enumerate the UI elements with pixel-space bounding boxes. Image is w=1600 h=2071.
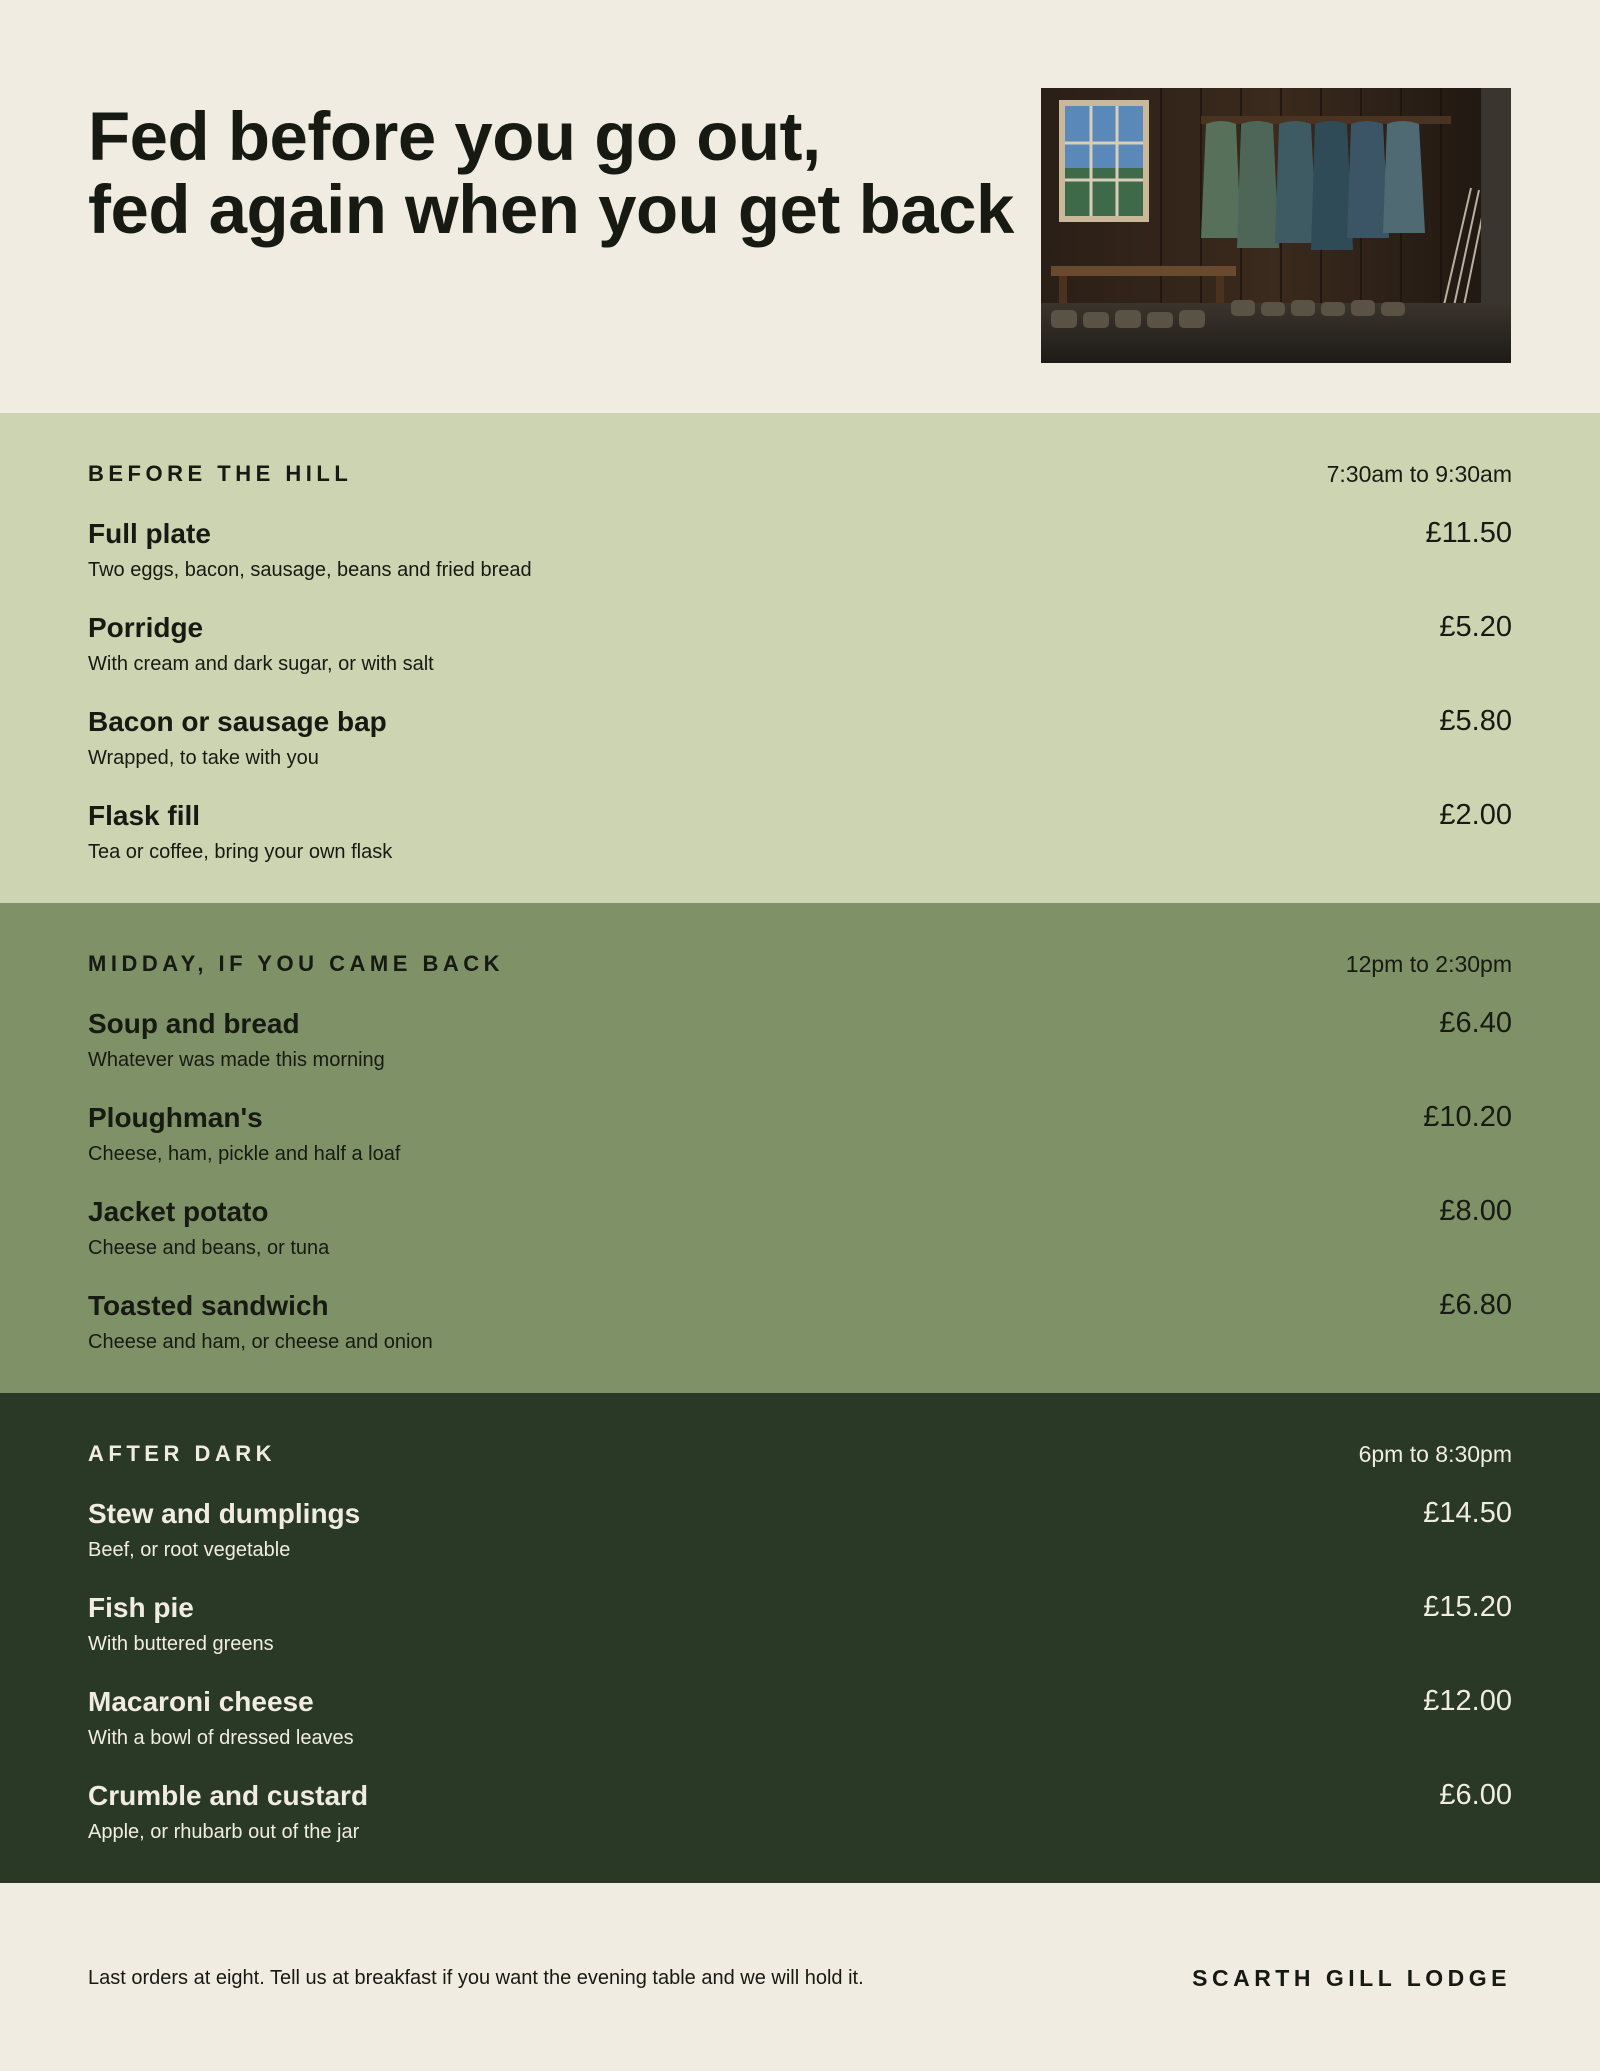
item-price: £6.40 [1439,1007,1512,1039]
lodge-name: SCARTH GILL LODGE [1192,1965,1511,1991]
menu-item [88,1092,1512,1186]
item-description: Two eggs, bacon, sausage, beans and fried bread [88,559,532,581]
section-title: MIDDAY, IF YOU CAME BACK [88,951,505,976]
menu-item-list [88,998,1512,1374]
menu-item [88,790,1512,884]
section-title: BEFORE THE HILL [88,461,353,486]
item-name: Soup and bread [88,1008,300,1039]
section-hours: 6pm to 8:30pm [1358,1441,1512,1467]
headline-line-1: Fed before you go out, [88,98,821,175]
item-price: £6.80 [1439,1289,1512,1321]
menu-item [88,1186,1512,1280]
item-name: Crumble and custard [88,1780,369,1811]
section-header [88,1437,1512,1471]
menu-item [88,1488,1512,1582]
section-header [88,457,1512,491]
item-name: Fish pie [88,1592,194,1623]
item-price: £10.20 [1423,1101,1512,1133]
item-description: With buttered greens [88,1633,274,1655]
item-price: £2.00 [1439,799,1512,831]
item-description: Whatever was made this morning [88,1049,385,1071]
menu-item [88,1676,1512,1770]
page-title [88,100,1014,246]
section-hours: 7:30am to 9:30am [1326,461,1512,487]
item-price: £14.50 [1423,1497,1512,1529]
item-description: With a bowl of dressed leaves [88,1727,354,1749]
item-name: Stew and dumplings [88,1498,361,1529]
item-name: Macaroni cheese [88,1686,314,1717]
menu-item [88,602,1512,696]
boot-room-photo [1041,88,1511,363]
menu-item [88,1770,1512,1864]
item-price: £12.00 [1423,1685,1512,1717]
section-header [88,947,1512,981]
menu-item [88,508,1512,602]
menu-item [88,1582,1512,1676]
section-after-dark [0,1393,1600,1883]
item-name: Jacket potato [88,1196,269,1227]
section-before-the-hill [0,413,1600,903]
item-description: Tea or coffee, bring your own flask [88,841,393,863]
menu-item-list [88,508,1512,884]
menu-item-list [88,1488,1512,1864]
item-name: Ploughman's [88,1102,263,1133]
item-price: £6.00 [1439,1779,1512,1811]
headline-line-2: fed again when you get back [88,171,1014,248]
menu-item [88,696,1512,790]
item-price: £5.20 [1439,611,1512,643]
item-description: Apple, or rhubarb out of the jar [88,1821,360,1843]
item-description: Beef, or root vegetable [88,1539,291,1561]
item-name: Full plate [88,518,211,549]
item-price: £5.80 [1439,705,1512,737]
item-name: Bacon or sausage bap [88,706,387,737]
menu-header [0,0,1600,413]
menu-item [88,1280,1512,1374]
menu-item [88,998,1512,1092]
boot-room-illustration [1041,88,1511,363]
item-description: With cream and dark sugar, or with salt [88,653,434,675]
item-price: £15.20 [1423,1591,1512,1623]
item-price: £11.50 [1425,517,1512,549]
section-midday [0,903,1600,1393]
menu-footer [0,1883,1600,2071]
item-name: Toasted sandwich [88,1290,329,1321]
item-description: Cheese and ham, or cheese and onion [88,1331,433,1353]
item-name: Porridge [88,612,204,643]
section-hours: 12pm to 2:30pm [1345,951,1512,977]
item-price: £8.00 [1439,1195,1512,1227]
section-title: AFTER DARK [88,1441,276,1466]
item-name: Flask fill [88,800,201,831]
footer-note: Last orders at eight. Tell us at breakfast if you want the evening table and we will hold it. [88,1967,864,1989]
item-description: Wrapped, to take with you [88,747,319,769]
item-description: Cheese, ham, pickle and half a loaf [88,1143,401,1165]
item-description: Cheese and beans, or tuna [88,1237,330,1259]
